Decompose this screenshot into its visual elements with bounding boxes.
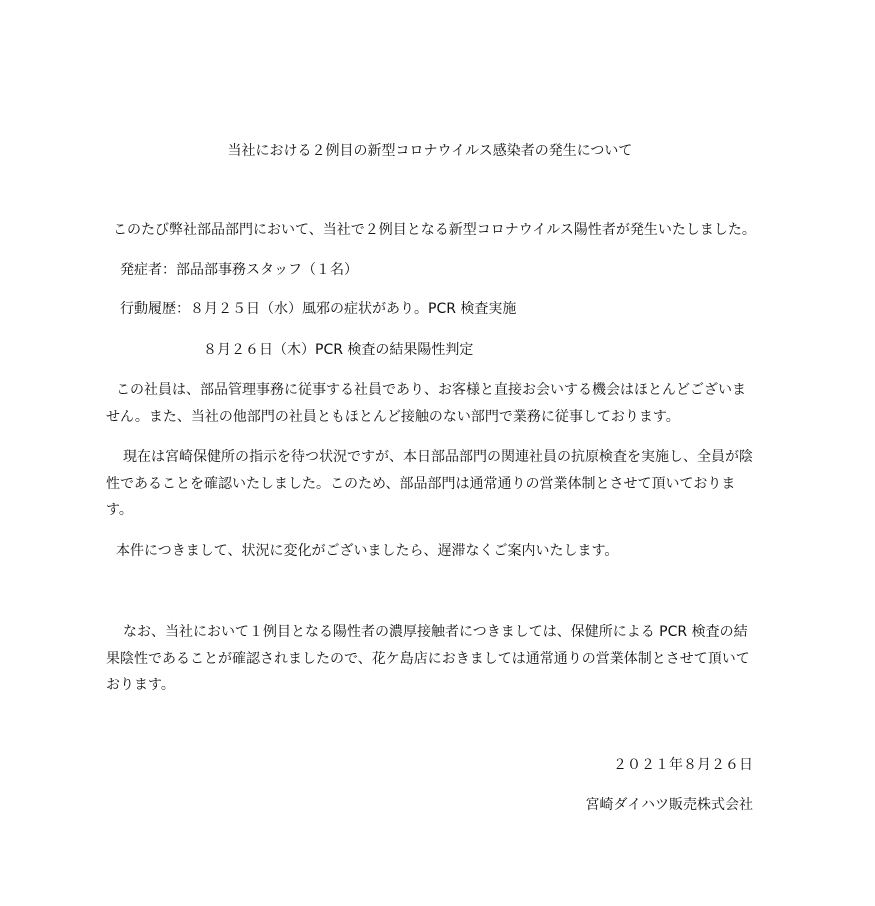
notice-paragraph: 本件につきまして、状況に変化がございましたら、遅滞なくご案内いたします。 — [116, 543, 619, 559]
intro-text: このたび弊社部品部門において、当社で２例目となる新型コロナウイルス陽性者が発生いたしました。 — [113, 222, 756, 238]
company-name: 宮崎ダイハツ販売株式会社 — [585, 797, 753, 813]
document-date: ２０２１年８月２６日 — [613, 757, 753, 773]
action-history-line-2: ８月２６日（木）PCR 検査の結果陽性判定 — [203, 342, 474, 358]
action-history-line-1: 行動履歴：８月２５日（水）風邪の症状があり。PCR 検査実施 — [120, 301, 517, 317]
document-title: 当社における２例目の新型コロナウイルス感染者の発生について — [227, 143, 633, 159]
first-case-paragraph: なお、当社において１例目となる陽性者の濃厚接触者につきましては、保健所による PCR 検査の結果陰性であることが確認されましたので、花ケ島店におきましては通常通りの営業体制とさせて頂いております。 — [106, 624, 750, 693]
employee-paragraph: この社員は、部品管理事務に従事する社員であり、お客様と直接お会いする機会はほとんどございません。また、当社の他部門の社員ともほとんど接触のない部門で業務に従事しております。 — [106, 382, 746, 425]
patient-info: 発症者：部品部事務スタッフ（１名） — [120, 262, 358, 278]
current-status-paragraph: 現在は宮崎保健所の指示を待つ状況ですが、本日部品部門の関連社員の抗原検査を実施し、全員が陰性であることを確認いたしました。このため、部品部門は通常通りの営業体制とさせて頂いております。 — [106, 449, 753, 518]
